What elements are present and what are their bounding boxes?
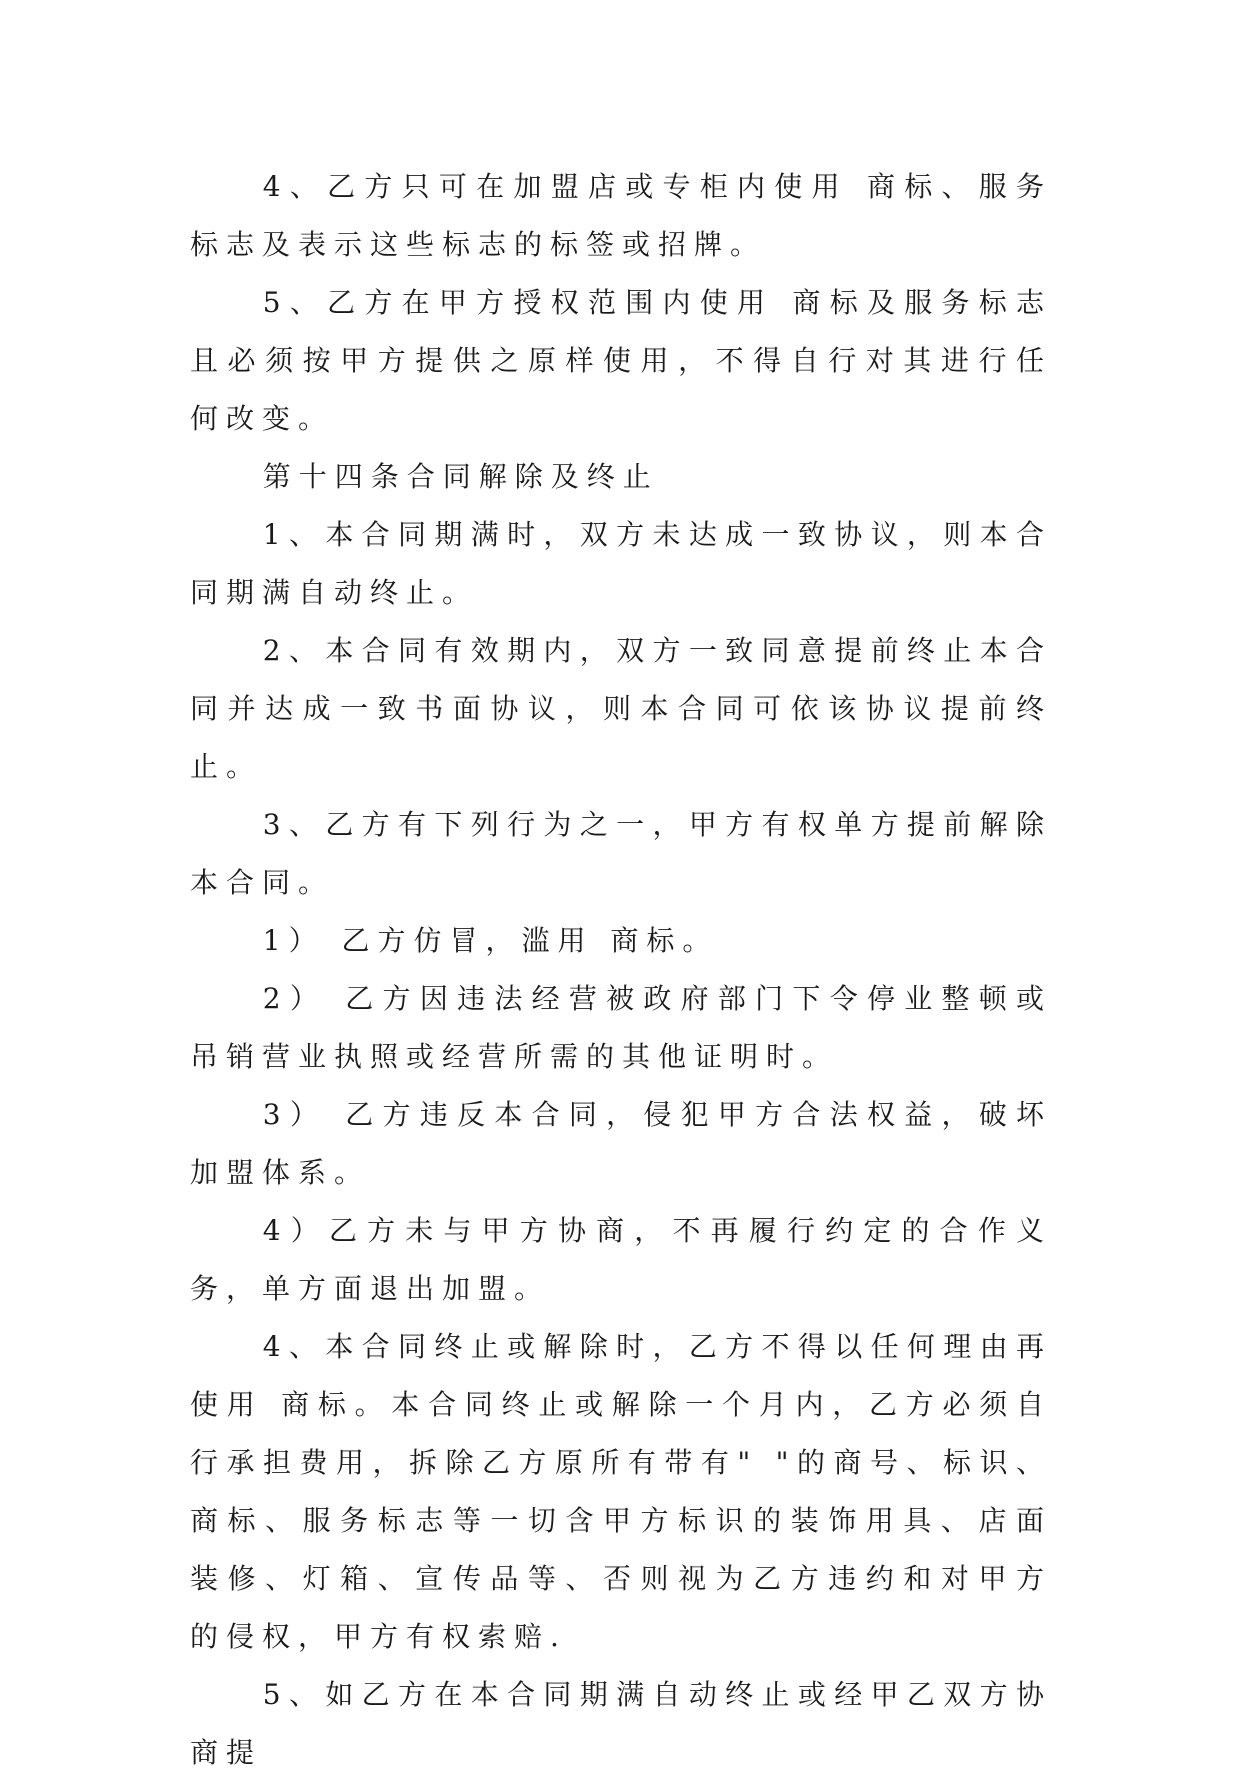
paragraph-clause-5: 5、乙方在甲方授权范围内使用 商标及服务标志且必须按甲方提供之原样使用，不得自行对其进行任何改变。 <box>190 286 1052 435</box>
paragraph-termination-1: 1、本合同期满时，双方未达成一致协议，则本合同期满自动终止。 <box>190 518 1052 609</box>
paragraph-termination-2: 2、本合同有效期内，双方一致同意提前终止本合同并达成一致书面协议，则本合同可依该协议提前终止。 <box>190 634 1052 783</box>
section-heading-article-14: 第十四条合同解除及终止 <box>262 460 659 493</box>
paragraph-subitem-2: 2） 乙方因违法经营被政府部门下令停业整顿或吊销营业执照或经营所需的其他证明时。 <box>190 982 1052 1073</box>
paragraph-clause-4: 4、乙方只可在加盟店或专柜内使用 商标、服务标志及表示这些标志的标签或招牌。 <box>190 170 1052 261</box>
paragraph-subitem-1: 1） 乙方仿冒，滥用 商标。 <box>262 924 719 957</box>
document-body <box>190 158 1052 1782</box>
paragraph-subitem-4: 4）乙方未与甲方协商，不再履行约定的合作义务，单方面退出加盟。 <box>190 1214 1052 1305</box>
paragraph-termination-3: 3、乙方有下列行为之一，甲方有权单方提前解除本合同。 <box>190 808 1052 899</box>
paragraph-termination-4: 4、本合同终止或解除时，乙方不得以任何理由再使用 商标。本合同终止或解除一个月内，乙方必须自行承担费用，拆除乙方原所有带有" "的商号、标识、商标、服务标志等一切含甲方标识的装饰用具、店面装修、灯箱、宣传品等、否则视为乙方违约和对甲方的侵权，甲方有权索赔. <box>190 1330 1052 1653</box>
paragraph-termination-5: 5、如乙方在本合同期满自动终止或经甲乙双方协商提 <box>190 1678 1052 1769</box>
paragraph-subitem-3: 3） 乙方违反本合同，侵犯甲方合法权益，破坏加盟体系。 <box>190 1098 1052 1189</box>
